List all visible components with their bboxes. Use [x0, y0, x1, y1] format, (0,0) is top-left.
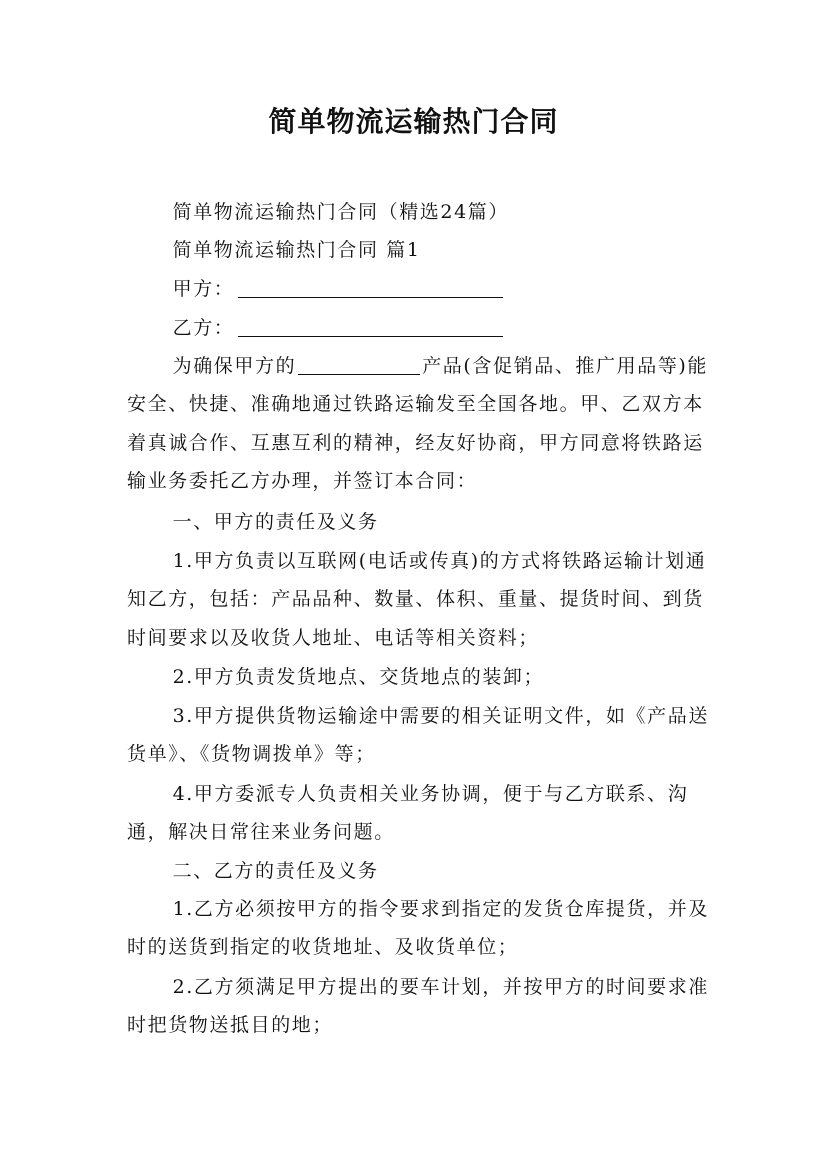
party-a-blank	[238, 279, 503, 298]
heading-party-a-duties: 一、甲方的责任及义务	[172, 511, 379, 533]
intro-before: 为确保甲方的	[172, 355, 297, 377]
clause-b1: 1.乙方必须按甲方的指令要求到指定的发货仓库提货，并及时的送货到指定的收货地址、及收货单位；	[127, 898, 709, 959]
document-subtitle: 简单物流运输热门合同（精选24篇）	[172, 201, 509, 223]
heading-party-b-duties: 二、乙方的责任及义务	[172, 860, 379, 882]
intro-after: 产品(含促销品、推广用品等)能安全、快捷、准确地通过铁路运输发至全国各地。甲、乙双方本着真诚合作、互惠互利的精神，经友好协商，甲方同意将铁路运输业务委托乙方办理，并签订本合同：	[127, 355, 709, 493]
product-blank	[298, 356, 420, 375]
party-a-label: 甲方：	[172, 278, 235, 300]
document-title: 简单物流运输热门合同	[268, 105, 559, 138]
party-b-line	[127, 309, 717, 347]
clause-a2: 2.甲方负责发货地点、交货地点的装卸；	[172, 666, 545, 688]
party-a-line	[127, 270, 717, 308]
clause-b2: 2.乙方须满足甲方提出的要车计划，并按甲方的时间要求准时把货物送抵目的地；	[127, 976, 709, 1037]
clause-a4: 4.甲方委派专人负责相关业务协调，便于与乙方联系、沟通，解决日常往来业务问题。	[127, 783, 689, 844]
clause-a3: 3.甲方提供货物运输途中需要的相关证明文件，如《产品送货单》、《货物调拨单》等；	[127, 705, 709, 766]
party-b-blank	[238, 318, 503, 337]
section-heading: 简单物流运输热门合同 篇1	[172, 239, 421, 261]
intro-paragraph	[127, 347, 717, 501]
party-b-label: 乙方：	[172, 317, 235, 339]
clause-a1: 1.甲方负责以互联网(电话或传真)的方式将铁路运输计划通知乙方，包括：产品品种、数量、体积、重量、提货时间、到货时间要求以及收货人地址、电话等相关资料；	[127, 550, 707, 649]
